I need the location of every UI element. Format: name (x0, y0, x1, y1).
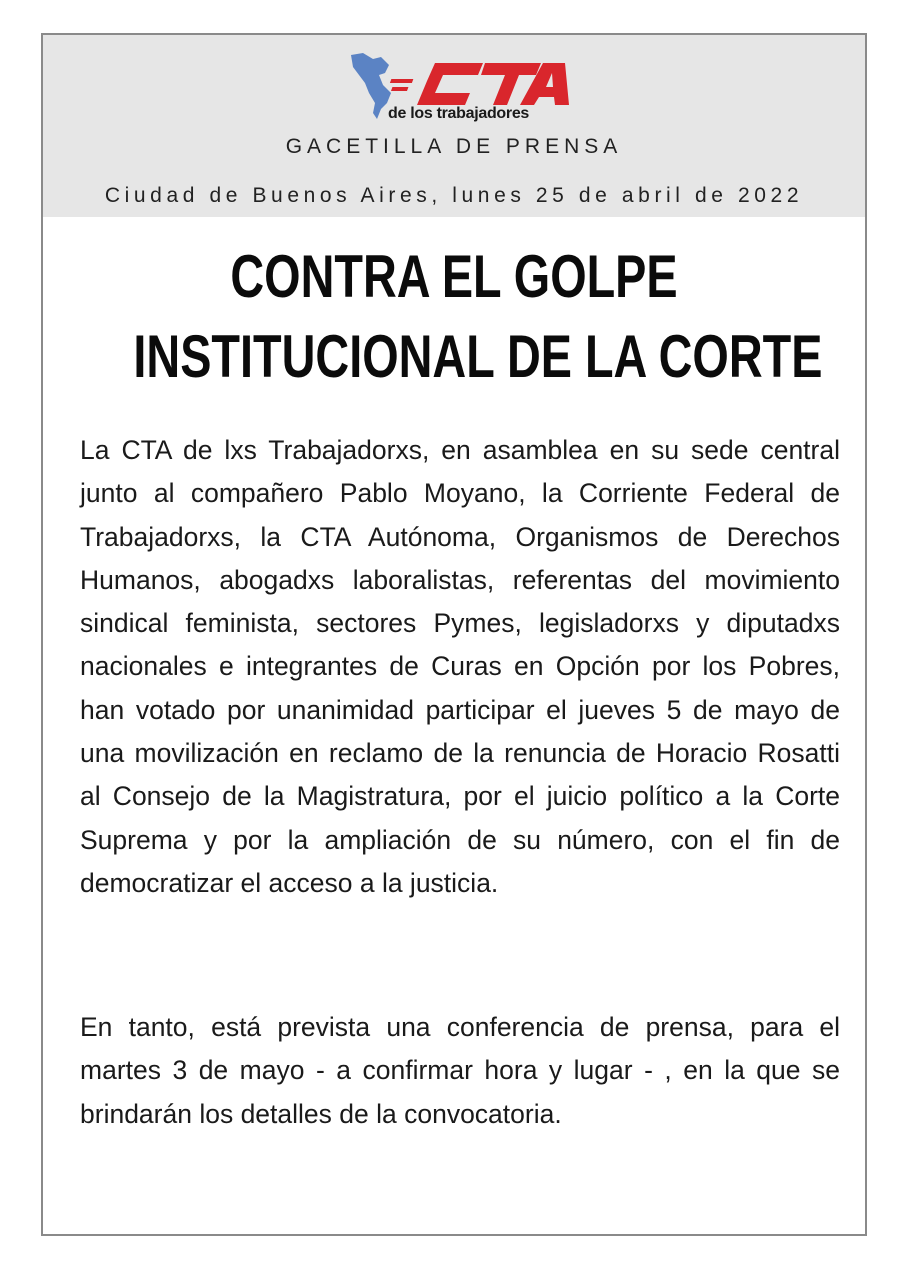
americas-map-icon (351, 53, 391, 119)
dateline: Ciudad de Buenos Aires, lunes 25 de abril de 2022 (104, 184, 804, 207)
body-paragraph-2: En tanto, está prevista una conferencia de prensa, para el martes 3 de mayo - a confirmar hora y lugar - , en la que se brindarán los detalles de la convocatoria. (80, 1012, 840, 1129)
headline-line-1: CONTRA EL GOLPE (230, 243, 678, 310)
headline (133, 237, 823, 397)
document-kicker: GACETILLA DE PRENSA (285, 135, 623, 158)
header-band (43, 35, 865, 217)
body-paragraph-1: La CTA de lxs Trabajadorxs, en asamblea en su sede central junto al compañero Pablo Moyano, la Corriente Federal de Trabajadorxs, la CTA Autónoma, Organismos de Derechos Humanos, abogadxs laboralistas, referentas del movimiento sindical feminista, sectores Pymes, legisladorxs y diputadxs nacionales e integrantes de Curas en Opción por los Pobres, han votado por unanimidad participar el jueves 5 de mayo de una movilización en reclamo de la renuncia de Horacio Rosatti al Consejo de la Magistratura, por el juicio político a la Corte Suprema y por la ampliación de su número, con el fin de democratizar el acceso a la justicia. (80, 435, 840, 898)
press-release-frame (41, 33, 867, 1236)
headline-line-2: INSTITUCIONAL DE LA CORTE (133, 323, 823, 390)
logo-tagline: de los trabajadores (388, 105, 530, 122)
cta-wordmark (390, 63, 569, 105)
